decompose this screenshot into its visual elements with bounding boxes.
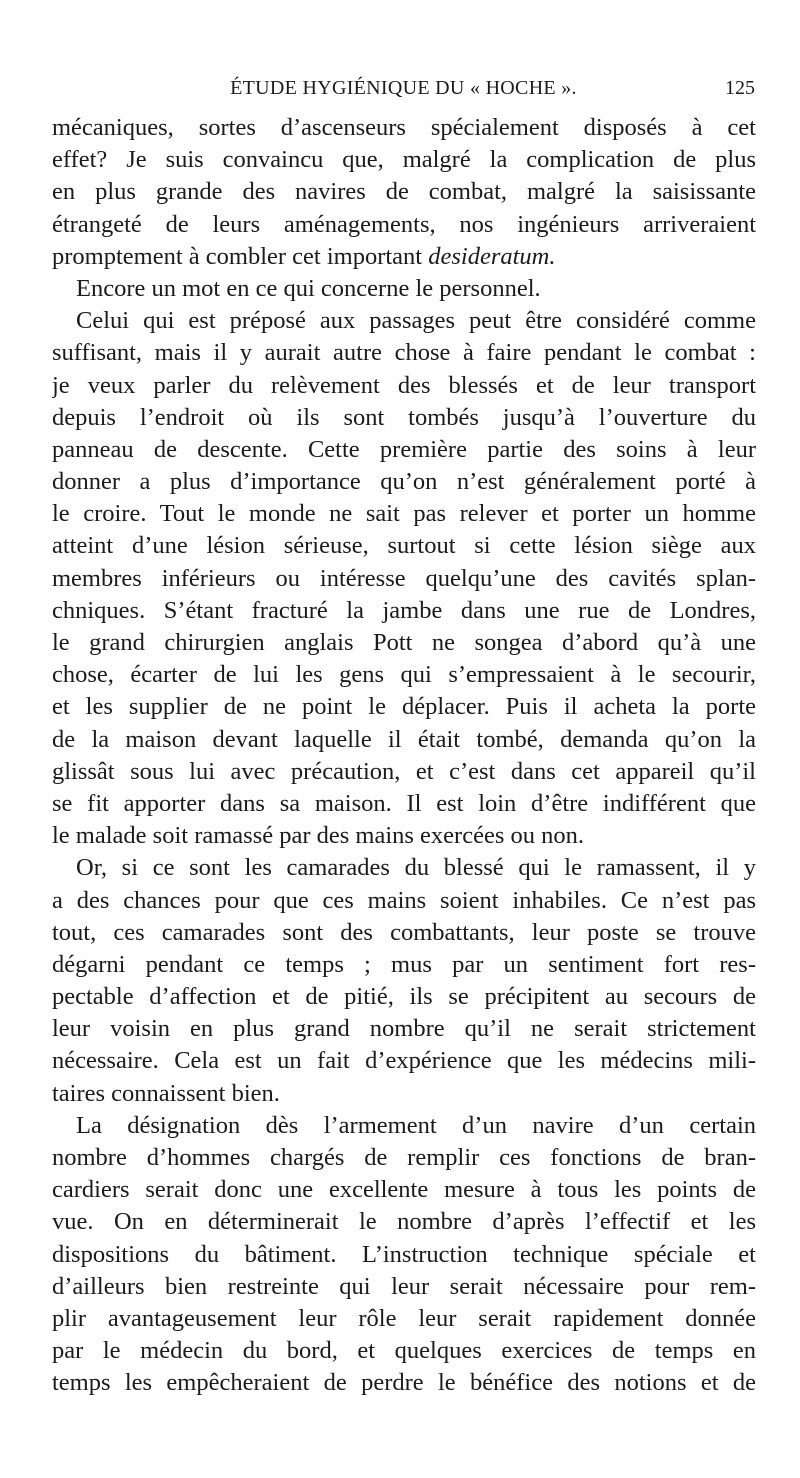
text-line: donner a plus d’importance qu’on n’est généralement porté à — [52, 468, 756, 496]
text-line: cardiers serait donc une excellente mesure à tous les points de — [52, 1176, 756, 1204]
italic-term: desideratum. — [428, 242, 556, 270]
text-line: d’ailleurs bien restreinte qui leur serait nécessaire pour rem- — [52, 1272, 756, 1300]
text-line: plir avantageusement leur rôle leur serait rapidement donnée — [52, 1304, 756, 1332]
text-line: tout, ces camarades sont des combattants, leur poste se trouve — [52, 918, 756, 946]
text-line: le grand chirurgien anglais Pott ne songea d’abord qu’à une — [52, 629, 756, 656]
text-line-with-italic — [52, 241, 756, 273]
text-line: le malade soit ramassé par des mains exercées ou non. — [52, 822, 585, 850]
paragraph-start: La désignation dès l’armement d’un navire d’un certain — [76, 1111, 756, 1139]
text-line: a des chances pour que ces mains soient inhabiles. Ce n’est pas — [52, 886, 756, 914]
text-line: et les supplier de ne point le déplacer. Puis il acheta la porte — [52, 693, 756, 721]
text-line: se fit apporter dans sa maison. Il est loin d’être indifférent que — [52, 789, 756, 817]
text-line: depuis l’endroit où ils sont tombés jusqu’à l’ouverture du — [52, 403, 756, 431]
text-line-start: promptement à combler cet important — [52, 242, 423, 270]
text-line: nombre d’hommes chargés de remplir ces fonctions de bran- — [52, 1144, 756, 1171]
paragraph-start: Or, si ce sont les camarades du blessé qui le ramassent, il y — [76, 854, 756, 882]
page-number: 125 — [725, 77, 755, 99]
text-line: nécessaire. Cela est un fait d’expérience que les médecins mili- — [52, 1047, 756, 1075]
text-line: panneau de descente. Cette première partie des soins à leur — [52, 435, 756, 463]
running-head — [52, 74, 755, 104]
text-line: taires connaissent bien. — [52, 1079, 280, 1107]
text-line: atteint d’une lésion sérieuse, surtout si cette lésion siège aux — [52, 532, 756, 560]
text-line: vue. On en déterminerait le nombre d’après l’effectif et les — [52, 1208, 756, 1236]
text-line: effet? Je suis convaincu que, malgré la complication de plus — [52, 146, 756, 174]
text-line: en plus grande des navires de combat, malgré la saisissante — [52, 178, 756, 206]
body-text — [52, 112, 756, 1400]
text-line: dégarni pendant ce temps ; mus par un sentiment fort res- — [52, 950, 756, 978]
text-line: par le médecin du bord, et quelques exercices de temps en — [52, 1337, 756, 1365]
paragraph-start: Encore un mot en ce qui concerne le personnel. — [76, 274, 541, 302]
text-line: le croire. Tout le monde ne sait pas relever et porter un homme — [52, 500, 756, 528]
running-title: ÉTUDE HYGIÉNIQUE DU « HOCHE ». — [230, 77, 577, 99]
text-line: glissât sous lui avec précaution, et c’est dans cet appareil qu’il — [52, 757, 756, 785]
text-line: pectable d’affection et de pitié, ils se précipitent au secours de — [52, 983, 756, 1011]
text-line: chniques. S’étant fracturé la jambe dans une rue de Londres, — [52, 596, 756, 624]
text-line: de la maison devant laquelle il était tombé, demanda qu’on la — [52, 725, 756, 753]
paragraph-start: Celui qui est préposé aux passages peut être considéré comme — [76, 307, 756, 335]
text-line: étrangeté de leurs aménagements, nos ingénieurs arriveraient — [52, 210, 756, 238]
text-line: mécaniques, sortes d’ascenseurs spécialement disposés à cet — [52, 114, 756, 141]
text-line: dispositions du bâtiment. L’instruction technique spéciale et — [52, 1240, 756, 1268]
text-line: je veux parler du relèvement des blessés et de leur transport — [52, 371, 756, 399]
text-line: chose, écarter de lui les gens qui s’empressaient à le secourir, — [52, 661, 756, 689]
text-line: temps les empêcheraient de perdre le bénéfice des notions et de — [52, 1369, 756, 1397]
text-line: membres inférieurs ou intéresse quelqu’une des cavités splan- — [52, 564, 756, 592]
text-line: leur voisin en plus grand nombre qu’il ne serait strictement — [52, 1015, 756, 1043]
text-line: suffisant, mais il y aurait autre chose à faire pendant le combat : — [52, 339, 756, 367]
